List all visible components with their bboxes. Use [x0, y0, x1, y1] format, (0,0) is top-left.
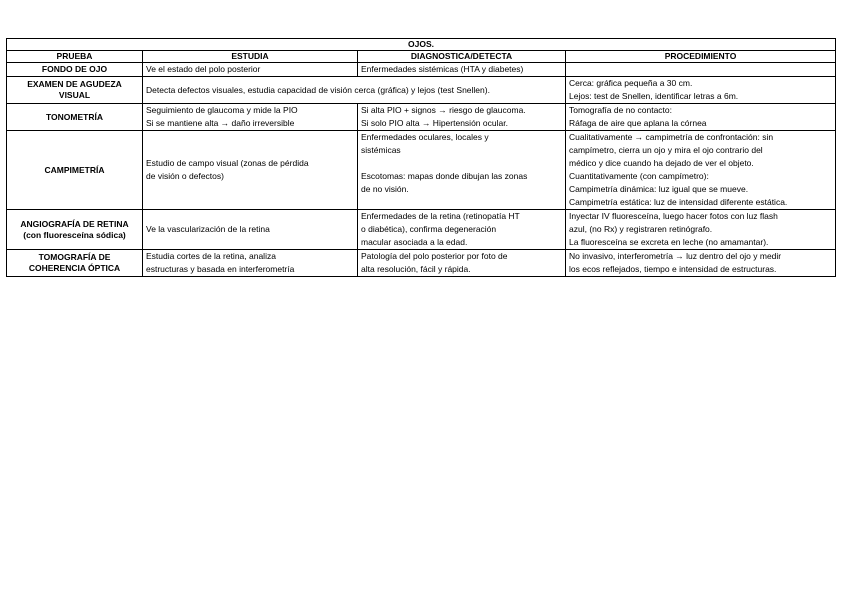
prueba-cell — [7, 77, 143, 104]
estudia-merged-cell — [143, 77, 566, 104]
table-row — [7, 250, 836, 277]
detecta-text: Si alta PIO + signos → riesgo de glaucoma. — [361, 105, 526, 115]
detecta-text: Escotomas: mapas donde dibujan las zonas — [361, 171, 528, 181]
estudia-text: Ve la vascularización de la retina — [146, 224, 270, 234]
procedimiento-cell — [566, 210, 836, 250]
detecta-text: Si solo PIO alta → Hipertensión ocular. — [361, 118, 508, 128]
estudia-text: Ve el estado del polo posterior — [146, 64, 261, 74]
procedimiento-text: Tomografía de no contacto: — [569, 105, 673, 115]
estudia-cell — [143, 131, 358, 210]
detecta-cell — [358, 250, 566, 277]
ojos-table — [6, 38, 836, 277]
prueba-text: COHERENCIA ÓPTICA — [28, 263, 121, 273]
procedimiento-text: Inyectar IV fluoresceína, luego hacer fotos con luz flash — [569, 211, 778, 221]
table-row — [7, 210, 836, 250]
estudia-cell — [143, 210, 358, 250]
detecta-cell — [358, 63, 566, 77]
procedimiento-text: Campimetría estática: luz de intensidad diferente estática. — [569, 197, 788, 207]
estudia-cell — [143, 250, 358, 277]
table-row — [7, 131, 836, 210]
table-title: OJOS. — [7, 39, 836, 51]
header-row — [7, 51, 836, 63]
detecta-text: Enfermedades de la retina (retinopatía HT — [361, 211, 520, 221]
procedimiento-cell — [566, 63, 836, 77]
detecta-cell — [358, 104, 566, 131]
procedimiento-text: Cerca: gráfica pequeña a 30 cm. — [569, 78, 693, 88]
procedimiento-text: Lejos: test de Snellen, identificar letras a 6m. — [569, 91, 739, 101]
procedimiento-text: Cuantitativamente (con campímetro): — [569, 171, 709, 181]
prueba-text: FONDO DE OJO — [41, 64, 108, 74]
procedimiento-text: La fluoresceína se excreta en leche (no amamantar). — [569, 237, 769, 247]
table-row — [7, 63, 836, 77]
procedimiento-text: Cualitativamente → campimetría de confrontación: sin — [569, 132, 774, 142]
detecta-text: de no visión. — [361, 184, 409, 194]
procedimiento-cell — [566, 131, 836, 210]
estudia-text: Si se mantiene alta → daño irreversible — [146, 118, 295, 128]
table-row — [7, 104, 836, 131]
prueba-text: TOMOGRAFÍA DE — [38, 252, 111, 262]
detecta-cell — [358, 210, 566, 250]
exam-table-sheet — [6, 38, 835, 277]
prueba-text: TONOMETRÍA — [46, 111, 103, 122]
detecta-text: Patología del polo posterior por foto de — [361, 251, 508, 261]
detecta-text: Enfermedades sistémicas (HTA y diabetes) — [361, 64, 524, 74]
procedimiento-text: Campimetría dinámica: luz igual que se mueve. — [569, 184, 749, 194]
procedimiento-cell — [566, 104, 836, 131]
header-estudia: ESTUDIA — [143, 51, 358, 63]
prueba-text: CAMPIMETRÍA — [44, 164, 105, 175]
estudia-cell — [143, 63, 358, 77]
procedimiento-cell — [566, 77, 836, 104]
estudia-text: de visión o defectos) — [146, 171, 224, 181]
estudia-text: estructuras y basada en interferometría — [146, 264, 295, 274]
detecta-text: alta resolución, fácil y rápida. — [361, 264, 471, 274]
procedimiento-text: campímetro, cierra un ojo y mira el ojo contrario del — [569, 145, 763, 155]
prueba-text: EXAMEN DE AGUDEZA — [27, 79, 122, 89]
procedimiento-text: Ráfaga de aire que aplana la córnea — [569, 118, 707, 128]
header-procedimiento: PROCEDIMIENTO — [566, 51, 836, 63]
procedimiento-text: No invasivo, interferometría → luz dentro del ojo y medir — [569, 251, 782, 261]
procedimiento-text: los ecos reflejados, tiempo e intensidad de estructuras. — [569, 264, 777, 274]
header-prueba: PRUEBA — [7, 51, 143, 63]
header-detecta: DIAGNOSTICA/DETECTA — [358, 51, 566, 63]
detecta-text: Enfermedades oculares, locales y — [361, 132, 489, 142]
estudia-text: Estudio de campo visual (zonas de pérdida — [146, 158, 309, 168]
prueba-cell — [7, 210, 143, 250]
estudia-text: Estudia cortes de la retina, analiza — [146, 251, 276, 261]
detecta-text: o diabética), confirma degeneración — [361, 224, 497, 234]
prueba-cell — [7, 104, 143, 131]
procedimiento-cell — [566, 250, 836, 277]
title-row — [7, 39, 836, 51]
detecta-cell — [358, 131, 566, 210]
procedimiento-text: médico y dice cuando ha dejado de ver el objeto. — [569, 158, 754, 168]
prueba-text: VISUAL — [58, 90, 91, 100]
table-row — [7, 77, 836, 104]
detecta-text: macular asociada a la edad. — [361, 237, 468, 247]
prueba-text: ANGIOGRAFÍA DE RETINA — [20, 218, 129, 229]
prueba-cell — [7, 63, 143, 77]
detecta-text: sistémicas — [361, 145, 401, 155]
procedimiento-text: azul, (no Rx) y registraren retinógrafo. — [569, 224, 713, 234]
estudia-text: Detecta defectos visuales, estudia capacidad de visión cerca (gráfica) y lejos (test Snellen). — [146, 84, 490, 95]
detecta-spacer — [361, 157, 562, 170]
estudia-cell — [143, 104, 358, 131]
prueba-cell — [7, 131, 143, 210]
prueba-cell — [7, 250, 143, 277]
prueba-subtext: (con fluoresceína sódica) — [23, 229, 126, 240]
estudia-text: Seguimiento de glaucoma y mide la PIO — [146, 105, 298, 115]
